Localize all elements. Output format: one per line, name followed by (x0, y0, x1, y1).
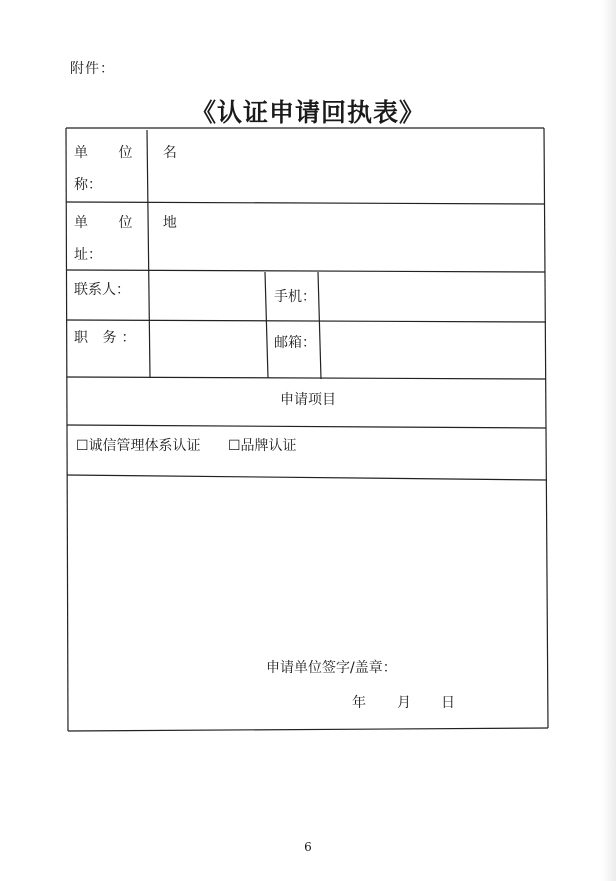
row-divider-1 (66, 202, 545, 204)
row-divider-5 (67, 425, 546, 428)
page-number: 6 (304, 840, 312, 854)
unit-address-label: 单 位 地 (74, 215, 190, 231)
application-items-header: 申请项目 (280, 392, 336, 408)
unit-name-label: 单 位 名 (74, 145, 190, 161)
label-column-divider (147, 130, 150, 378)
form-border-left (66, 128, 68, 731)
row-divider-6 (67, 475, 547, 480)
date-month-label: 月 (397, 695, 411, 711)
position-label: 职 务： (74, 330, 141, 346)
row-divider-3 (67, 320, 546, 322)
brand-certification-option[interactable]: ☐品牌认证 (228, 438, 297, 454)
right-label-column-divider (318, 272, 321, 379)
unit-address-label-continued: 址： (74, 247, 102, 263)
attachment-label: 附件： (70, 61, 115, 77)
mobile-label: 手机： (274, 289, 316, 305)
signature-seal-label: 申请单位签字/盖章： (266, 660, 397, 676)
contact-person-label: 联系人： (74, 282, 130, 298)
date-day-label: 日 (441, 695, 455, 711)
document-title: 《认证申请回执表》 (190, 98, 425, 127)
date-year-label: 年 (352, 695, 366, 711)
integrity-certification-option[interactable]: ☐诚信管理体系认证 (76, 438, 201, 454)
row-divider-4 (67, 377, 546, 379)
row-divider-2 (67, 270, 545, 272)
middle-column-divider (265, 272, 268, 378)
email-label: 邮箱： (274, 335, 316, 351)
unit-name-label-continued: 称： (74, 177, 102, 193)
form-border-bottom (68, 728, 548, 731)
